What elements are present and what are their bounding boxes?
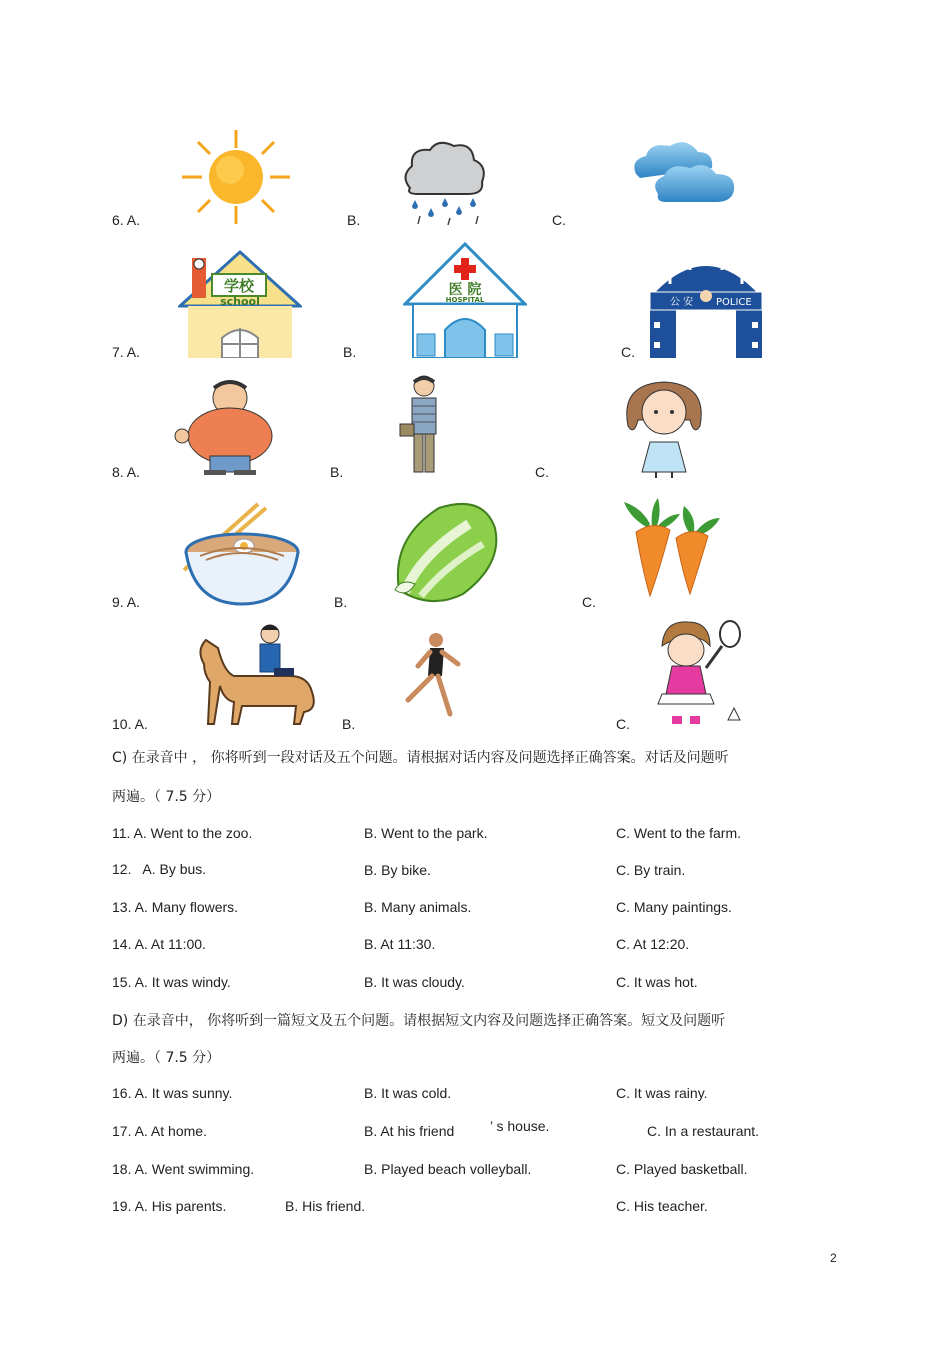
q12-option-b: B. By bike. bbox=[364, 862, 431, 878]
q19-option-c: C. His teacher. bbox=[616, 1198, 708, 1214]
q10-label: 10. A. bbox=[112, 716, 148, 732]
q7-option-b: B. bbox=[343, 344, 357, 360]
q8-option-c: C. bbox=[535, 464, 549, 480]
q11-option-b: B. Went to the park. bbox=[364, 825, 488, 841]
police-station-icon bbox=[650, 248, 762, 358]
section-c-instruction: C) 在录音中 ， 你将听到一段对话及五个问题。请根据对话内容及问题选择正确答案。对话及问题听 bbox=[112, 750, 729, 766]
q7-option-c: C. bbox=[621, 344, 635, 360]
q18-option-a: 18. A. Went swimming. bbox=[112, 1161, 255, 1177]
section-c-instruction-cont: 两遍。（ 7.5 分） bbox=[112, 789, 221, 805]
q7-label: 7. A. bbox=[112, 344, 141, 360]
sun-icon bbox=[178, 128, 294, 226]
q11-option-a: 11. A. Went to the zoo. bbox=[112, 825, 253, 841]
q14-option-a: 14. A. At 11:00. bbox=[112, 936, 206, 952]
school-building-icon bbox=[178, 250, 302, 358]
q15-option-b: B. It was cloudy. bbox=[364, 974, 465, 990]
svg-text:医 院: 医 院 bbox=[448, 282, 482, 298]
q16-option-a: 16. A. It was sunny. bbox=[112, 1085, 233, 1101]
q8-option-b: B. bbox=[330, 464, 344, 480]
q16-option-c: C. It was rainy. bbox=[616, 1085, 708, 1101]
badminton-girl-icon bbox=[648, 616, 744, 728]
q13-option-c: C. Many paintings. bbox=[616, 899, 732, 915]
fat-man-icon bbox=[172, 378, 288, 476]
q9-option-c: C. bbox=[582, 594, 596, 610]
q13-option-b: B. Many animals. bbox=[364, 899, 472, 915]
q17-option-b: B. At his friend bbox=[364, 1123, 455, 1139]
q13-option-a: 13. A. Many flowers. bbox=[112, 899, 239, 915]
horse-riding-icon bbox=[184, 620, 320, 728]
q12-option-a: 12. A. By bus. bbox=[112, 861, 207, 877]
q18-option-c: C. Played basketball. bbox=[616, 1161, 748, 1177]
q6-label: 6. A. bbox=[112, 212, 141, 228]
svg-text:HOSPITAL: HOSPITAL bbox=[445, 296, 485, 304]
q16-option-b: B. It was cold. bbox=[364, 1085, 452, 1101]
cloud-icon bbox=[630, 138, 738, 208]
q12-option-c: C. By train. bbox=[616, 862, 686, 878]
q17-option-a: 17. A. At home. bbox=[112, 1123, 207, 1139]
q14-option-b: B. At 11:30. bbox=[364, 936, 436, 952]
svg-text:学校: 学校 bbox=[223, 277, 255, 295]
q15-option-c: C. It was hot. bbox=[616, 974, 698, 990]
noodle-bowl-icon bbox=[180, 500, 300, 606]
hospital-building-icon bbox=[403, 242, 527, 358]
q15-option-a: 15. A. It was windy. bbox=[112, 974, 231, 990]
q11-option-c: C. Went to the farm. bbox=[616, 825, 742, 841]
q17-option-c: C. In a restaurant. bbox=[647, 1123, 760, 1139]
thin-man-icon bbox=[394, 374, 450, 478]
svg-text:公 安: 公 安 bbox=[670, 297, 694, 308]
q14-option-c: C. At 12:20. bbox=[616, 936, 690, 952]
carrot-icon bbox=[620, 498, 724, 600]
q9-label: 9. A. bbox=[112, 594, 141, 610]
q9-option-b: B. bbox=[334, 594, 348, 610]
q19-option-a: 19. A. His parents. bbox=[112, 1198, 227, 1214]
running-woman-icon bbox=[396, 630, 468, 722]
q19-option-b: B. His friend. bbox=[285, 1198, 366, 1214]
svg-text:POLICE: POLICE bbox=[716, 297, 752, 308]
q10-option-c: C. bbox=[616, 716, 630, 732]
rain-cloud-icon bbox=[398, 136, 488, 226]
section-d-instruction-cont: 两遍。（ 7.5 分） bbox=[112, 1050, 221, 1066]
page-number: 2 bbox=[830, 1251, 837, 1265]
q8-label: 8. A. bbox=[112, 464, 141, 480]
girl-icon bbox=[614, 376, 714, 478]
svg-text:school: school bbox=[220, 295, 260, 308]
cabbage-icon bbox=[391, 498, 501, 606]
section-d-instruction: D) 在录音中， 你将听到一篇短文及五个问题。请根据短文内容及问题选择正确答案。短文及问题听 bbox=[112, 1013, 726, 1029]
q6-option-b: B. bbox=[347, 212, 361, 228]
q6-option-c: C. bbox=[552, 212, 566, 228]
q10-option-b: B. bbox=[342, 716, 356, 732]
q17-option-b-cont: ’ s house. bbox=[490, 1118, 550, 1134]
q18-option-b: B. Played beach volleyball. bbox=[364, 1161, 532, 1177]
